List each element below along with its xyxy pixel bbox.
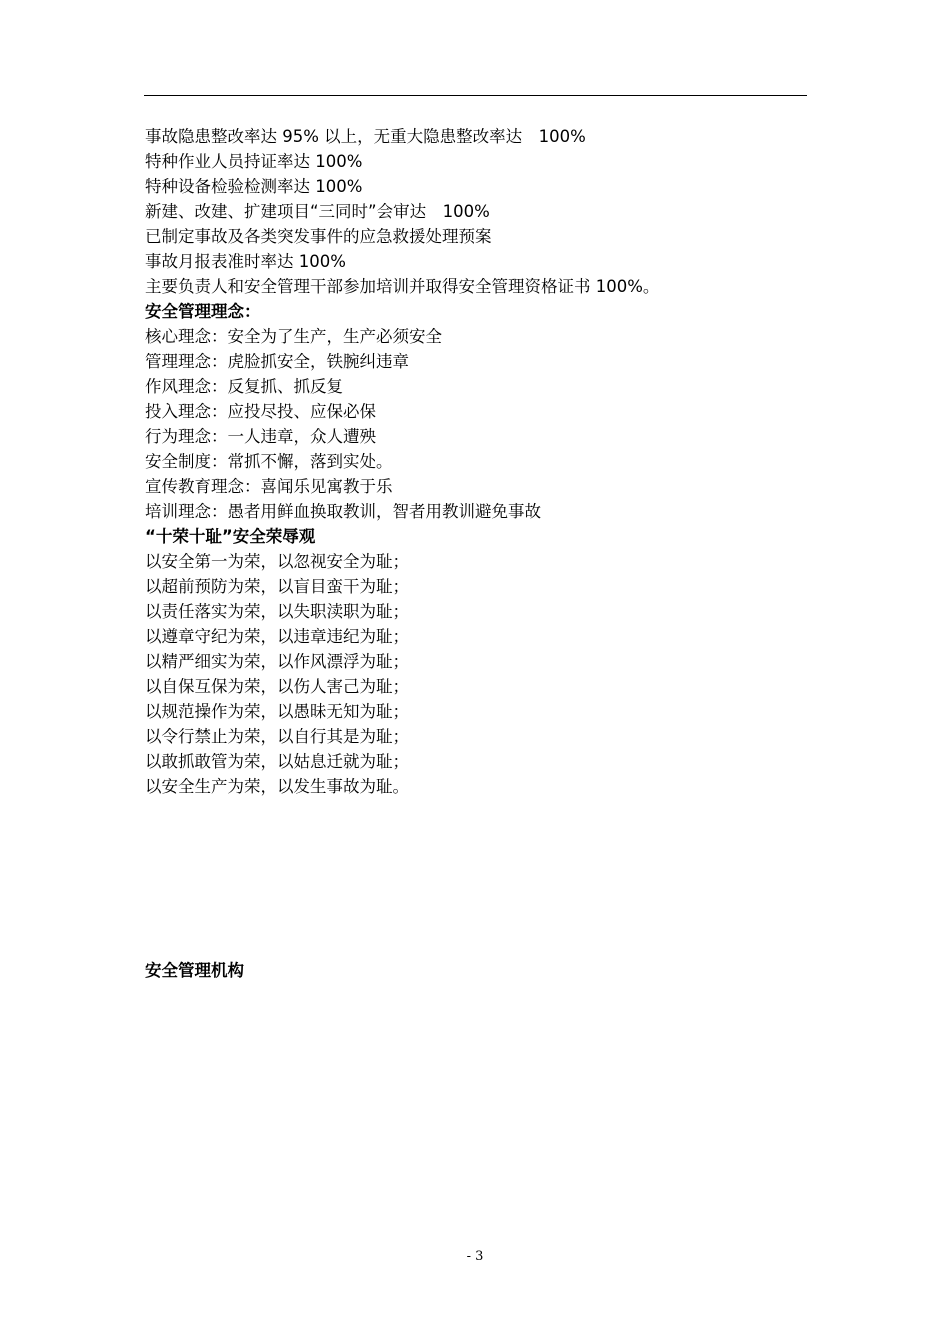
target-item: 特种作业人员持证率达 100% (145, 152, 363, 171)
page-number: - 3 (466, 1249, 484, 1264)
target-item: 已制定事故及各类突发事件的应急救援处理预案 (145, 227, 492, 246)
philosophy-item: 行为理念：一人违章，众人遭殃 (145, 427, 376, 446)
honor-item: 以安全生产为荣，以发生事故为耻。 (145, 777, 409, 796)
target-item: 特种设备检验检测率达 100% (145, 177, 363, 196)
honor-item: 以自保互保为荣，以伤人害己为耻； (145, 677, 409, 696)
philosophy-item: 安全制度：常抓不懈，落到实处。 (145, 452, 393, 471)
philosophy-item: 培训理念：愚者用鲜血换取教训，智者用教训避免事故 (145, 502, 541, 521)
honor-item: 以令行禁止为荣，以自行其是为耻； (145, 727, 409, 746)
honor-heading: “十荣十耻”安全荣辱观 (145, 527, 316, 546)
honor-item: 以遵章守纪为荣，以违章违纪为耻； (145, 627, 409, 646)
target-item: 事故隐患整改率达 95% 以上，无重大隐患整改率达 100% (145, 127, 586, 146)
targets-list (145, 124, 807, 299)
organization-heading: 安全管理机构 (145, 961, 244, 980)
target-item: 事故月报表准时率达 100% (145, 252, 346, 271)
header-rule (144, 95, 807, 96)
philosophy-item: 核心理念：安全为了生产，生产必须安全 (145, 327, 442, 346)
philosophy-item: 管理理念：虎脸抓安全，铁腕纠违章 (145, 352, 409, 371)
honor-item: 以规范操作为荣，以愚昧无知为耻； (145, 702, 409, 721)
target-item: 新建、改建、扩建项目“三同时”会审达 100% (145, 202, 490, 221)
honor-item: 以精严细实为荣，以作风漂浮为耻； (145, 652, 409, 671)
honor-section (145, 524, 807, 799)
honor-item: 以敢抓敢管为荣，以姑息迁就为耻； (145, 752, 409, 771)
target-item: 主要负责人和安全管理干部参加培训并取得安全管理资格证书 100%。 (145, 277, 660, 296)
philosophy-item: 投入理念：应投尽投、应保必保 (145, 402, 376, 421)
philosophy-section (145, 299, 807, 524)
honor-item: 以超前预防为荣，以盲目蛮干为耻； (145, 577, 409, 596)
honor-item: 以责任落实为荣，以失职渎职为耻； (145, 602, 409, 621)
honor-item: 以安全第一为荣，以忽视安全为耻； (145, 552, 409, 571)
philosophy-item: 宣传教育理念：喜闻乐见寓教于乐 (145, 477, 393, 496)
document-body (145, 124, 807, 799)
philosophy-item: 作风理念：反复抓、抓反复 (145, 377, 343, 396)
philosophy-heading: 安全管理理念： (145, 302, 261, 321)
